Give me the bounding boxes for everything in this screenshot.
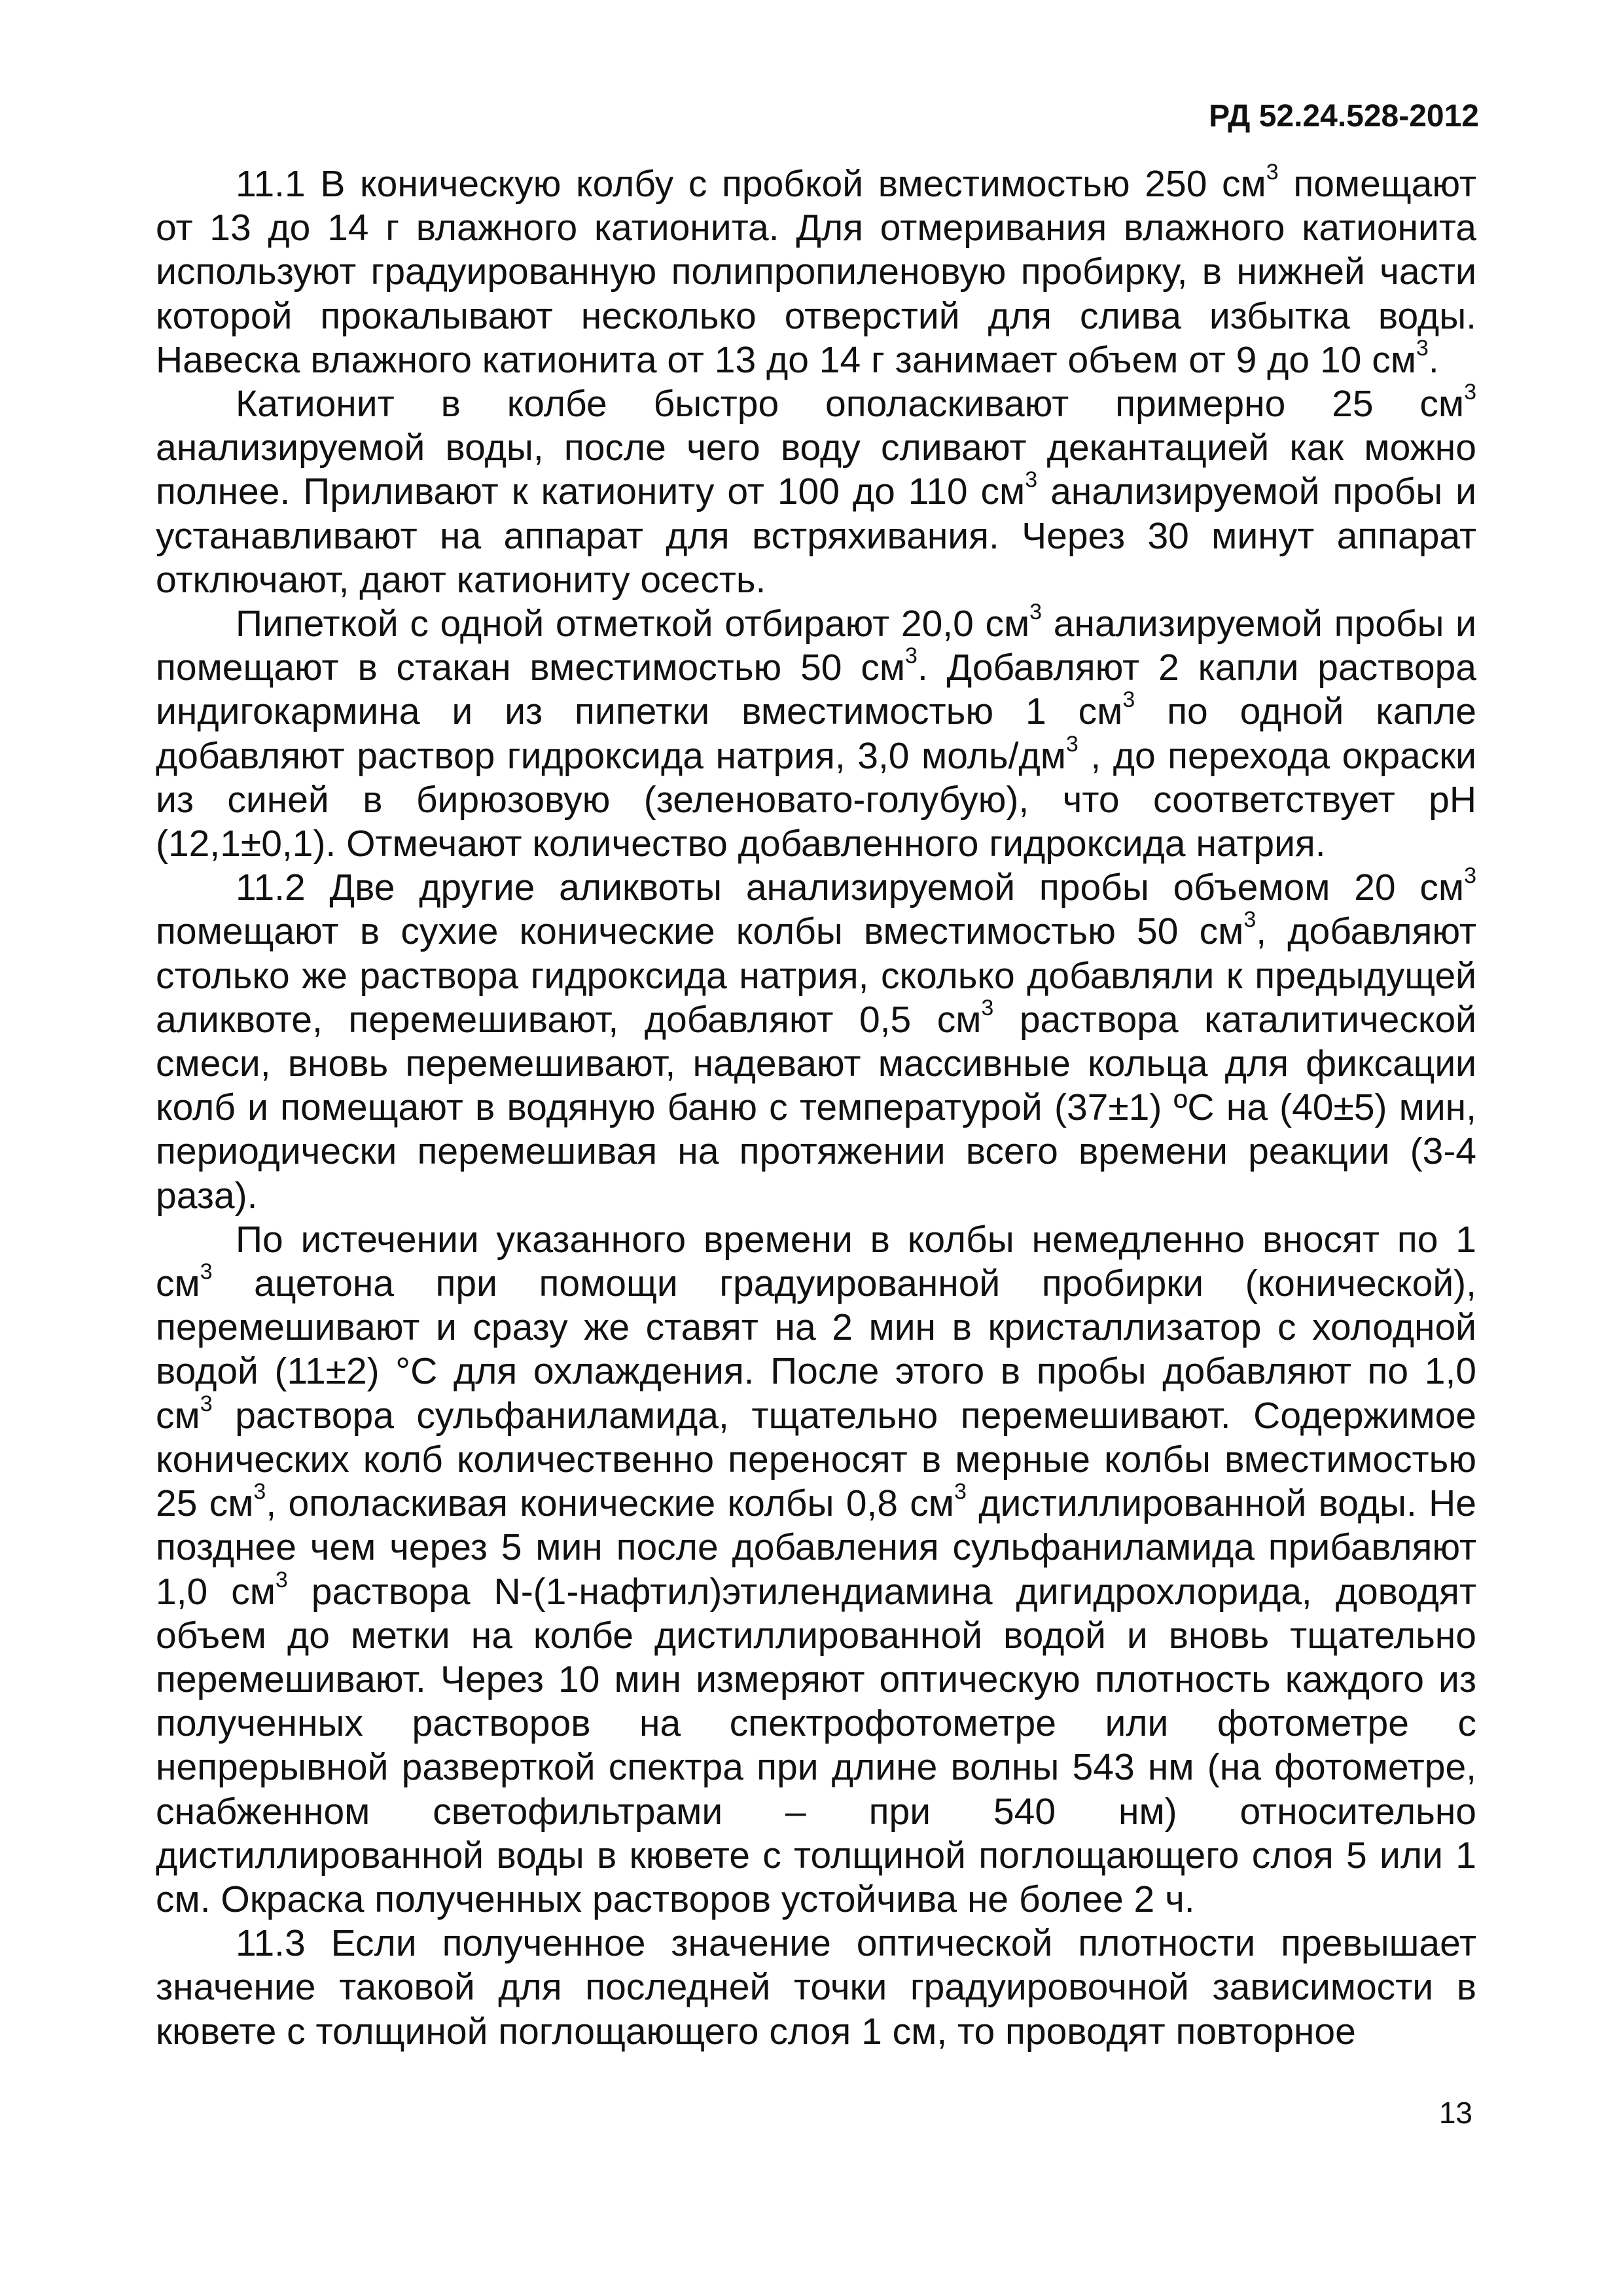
text-run: . Добавляют 2 капли раствора индигокармина и из пипетки вместимостью 1 см [156,647,1476,733]
document-code: РД 52.24.528-2012 [1209,99,1479,134]
superscript: 3 [1243,907,1257,933]
text-run: , до перехода окраски из синей в бирюзовую (зеленовато-голубую), что соответствует pH (12,1±0,1). Отмечают количество добавленного гидроксида натрия. [156,734,1476,865]
text-run: анализируемой пробы и устанавливают на аппарат для встряхивания. Через 30 минут аппарат отключают, дают катиониту осесть. [156,471,1476,601]
superscript: 3 [981,995,994,1020]
paragraph-pipette [156,602,1476,866]
text-run: По истечении указанного времени в колбы немедленно вносят по 1 см [156,1218,1476,1305]
superscript: 3 [275,1567,288,1592]
text-run: , ополаскивая конические колбы 0,8 см [266,1482,954,1525]
superscript: 3 [1464,863,1476,889]
text-run: по одной капле добавляют раствор гидроксида натрия, 3,0 моль/дм [156,691,1476,777]
text-run: , добавляют столько же раствора гидроксида натрия, сколько добавляли к предыдущей аликвоте, перемешивают, добавляют 0,5 см [156,910,1476,1041]
paragraph-11-3 [156,1922,1476,2054]
superscript: 3 [253,1479,266,1505]
text-run: раствора N-(1-нафтил)этилендиамина дигидрохлорида, доводят объем до метки на колбе дистиллированной водой и вновь тщательно перемешивают. Через 10 мин измеряют оптическую плотность каждого из полученных растворов на спектрофотометре или фотометре с непрерывной разверткой спектра при длине волны 543 нм (на фотометре, снабженном светофильтрами – при 540 нм) относительно дистиллированной воды в кювете с толщиной поглощающего слоя 5 или 1 см. Окраска полученных растворов устойчива не более 2 ч. [156,1570,1476,1920]
superscript: 3 [1416,335,1429,361]
paragraph-11-2 [156,863,1476,1218]
superscript: 3 [1464,380,1476,405]
text-run: 11.3 Если полученное значение оптической плотности превышает значение таковой для последней точки градуировочной зависимости в кювете с толщиной поглощающего слоя 1 см, то проводят повторное [156,1922,1476,2053]
superscript: 3 [1025,467,1038,493]
text-run: ацетона при помощи градуированной пробирки (конической), перемешивают и сразу же ставят на 2 мин в кристаллизатор с холодной водой (11±2) °С для охлаждения. После этого в пробы добавляют по 1,0 см [156,1263,1476,1437]
superscript: 3 [905,643,918,669]
text-run: Пипеткой с одной отметкой отбирают 20,0 см [236,603,1030,645]
paragraph-cation-rinse [156,382,1476,602]
text-run: раствора каталитической смеси, вновь перемешивают, надевают массивные кольца для фиксации колб и помещают в водяную баню с температурой (37±1) ºС на (40±5) мин, периодически перемешивая на протяжении всего времени реакции (3-4 раза). [156,998,1476,1217]
superscript: 3 [200,1259,213,1285]
text-run: 11.2 Две другие аликвоты анализируемой пробы объемом 20 см [236,867,1465,909]
superscript: 3 [954,1479,967,1505]
page-number: 13 [1438,2096,1472,2130]
paragraph-11-1 [156,162,1476,382]
text-run: дистиллированной воды. Не позднее чем через 5 мин после добавления сульфаниламида прибавляют 1,0 см [156,1482,1476,1613]
superscript: 3 [1065,731,1079,757]
text-run: помещают от 13 до 14 г влажного катионита. Для отмеривания влажного катионита используют градуированную полипропиленовую пробирку, в нижней части которой прокалывают несколько отверстий для слива избытка воды. Навеска влажного катионита от 13 до 14 г занимает объем от 9 до 10 см [156,163,1476,381]
text-run: анализируемой воды, после чего воду сливают декантацией как можно полнее. Приливают к катиониту от 100 до 110 см [156,427,1476,513]
superscript: 3 [1029,600,1043,625]
superscript: 3 [1122,687,1135,713]
superscript: 3 [1266,160,1279,185]
text-run: раствора сульфаниламида, тщательно перемешивают. Содержимое конических колб количественно переносят в мерные колбы вместимостью 25 см [156,1394,1476,1525]
text-run: Катионит в колбе быстро ополаскивают примерно 25 см [236,383,1465,425]
body-text [156,162,1476,2054]
superscript: 3 [200,1391,213,1416]
text-run: анализируемой пробы и помещают в стакан вместимостью 50 см [156,603,1476,689]
text-run: помещают в сухие конические колбы вместимостью 50 см [156,910,1244,953]
text-run: . [1428,338,1439,381]
paragraph-acetone [156,1218,1476,1922]
text-run: 11.1 В коническую колбу с пробкой вместимостью 250 см [236,163,1266,205]
